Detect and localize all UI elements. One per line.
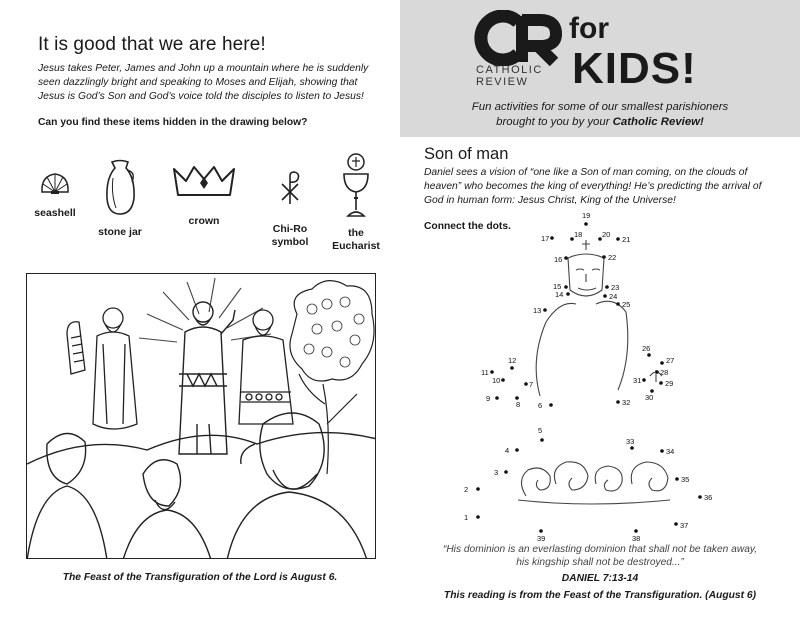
dot-number: 16: [554, 255, 563, 264]
dot-number: 6: [538, 401, 543, 410]
dot-number: 32: [622, 398, 631, 407]
dot-number: 1: [464, 513, 469, 522]
item-eucharist: [328, 152, 384, 257]
seashell-icon: [39, 170, 71, 196]
dot-number: 3: [494, 468, 499, 477]
dot-number: 34: [666, 447, 675, 456]
dot-point: [566, 292, 570, 296]
dot-point: [549, 403, 553, 407]
dot-number: 12: [508, 356, 517, 365]
stone-jar-icon: [102, 158, 138, 216]
item-label-line: the: [348, 227, 364, 239]
dot-point: [616, 302, 620, 306]
transfiguration-coloring-drawing: [26, 273, 376, 559]
dot-number: 38: [632, 534, 641, 543]
dot-point: [655, 370, 659, 374]
dot-number: 23: [611, 283, 620, 292]
item-crown: [168, 163, 240, 233]
right-panel: [400, 0, 800, 618]
item-stone-jar: [90, 158, 150, 243]
dot-number: 27: [666, 356, 675, 365]
dot-number: 33: [626, 437, 635, 446]
logo-kids: KIDS!: [572, 44, 697, 93]
dot-point: [602, 255, 606, 259]
dot-point: [616, 400, 620, 404]
dot-number: 26: [642, 344, 651, 353]
item-label-line: Eucharist: [332, 240, 380, 252]
eucharist-chalice-icon: [341, 152, 371, 222]
dot-point: [675, 477, 679, 481]
tagline-line: Fun activities for some of our smallest parishioners: [471, 101, 729, 113]
page-title: It is good that we are here!: [38, 34, 266, 55]
item-label: crown: [188, 215, 220, 227]
dot-point: [564, 285, 568, 289]
dot-point: [540, 438, 544, 442]
dot-point: [524, 382, 528, 386]
transfiguration-illustration: [27, 274, 376, 559]
tagline-prefix: brought to you by your: [496, 116, 613, 128]
dot-point: [605, 285, 609, 289]
item-label-line: Chi-Ro: [272, 223, 308, 235]
dot-point: [630, 446, 634, 450]
dot-number: 8: [516, 400, 521, 409]
dot-number: 28: [660, 368, 669, 377]
dot-number: 9: [486, 394, 491, 403]
scripture-reference: DANIEL 7:13-14: [561, 573, 639, 584]
logo-for: for: [569, 12, 609, 45]
tagline-brand: Catholic Review!: [612, 116, 704, 128]
dot-number: 4: [505, 446, 510, 455]
feast-note: This reading is from the Feast of the Transfiguration. (August 6): [443, 590, 757, 601]
dot-point: [698, 495, 702, 499]
logo-word: CATHOLIC: [476, 64, 543, 76]
dot-number: 5: [538, 426, 543, 435]
quote-line: “His dominion is an everlasting dominion that shall not be taken away,: [442, 544, 758, 555]
dot-point: [550, 236, 554, 240]
dot-number: 22: [608, 253, 617, 262]
dot-point: [584, 222, 588, 226]
dot-point: [660, 449, 664, 453]
connect-the-dots-puzzle: [400, 0, 800, 618]
dot-point: [515, 448, 519, 452]
dot-number: 17: [541, 234, 550, 243]
dot-number: 21: [622, 235, 631, 244]
dot-point: [647, 353, 651, 357]
dot-point: [660, 361, 664, 365]
dot-point: [616, 237, 620, 241]
item-seashell: [30, 170, 80, 220]
dot-number: 18: [574, 230, 583, 239]
dot-number: 14: [555, 290, 564, 299]
dot-layer: [464, 211, 712, 543]
dot-point: [659, 381, 663, 385]
dot-number: 19: [582, 211, 591, 220]
scripture-quote: [400, 543, 800, 569]
dot-number: 37: [680, 521, 689, 530]
dot-number: 15: [553, 282, 562, 291]
dot-point: [490, 370, 494, 374]
dot-point: [501, 378, 505, 382]
dot-point: [539, 529, 543, 533]
crown-icon: [170, 163, 238, 199]
dot-point: [642, 378, 646, 382]
item-chi-rho: [262, 170, 318, 255]
dot-number: 13: [533, 306, 542, 315]
dot-number: 11: [481, 368, 489, 377]
dot-point: [543, 308, 547, 312]
dot-point: [495, 396, 499, 400]
dot-number: 36: [704, 493, 713, 502]
intro-text: Jesus takes Peter, James and John up a mountain where he is suddenly seen dazzlingly bright and speaking to Moses and Elijah, showing that Jesus is God’s Son and God’s voice told the disciples to listen to Jesus!: [38, 63, 369, 102]
hidden-items-question: Can you find these items hidden in the drawing below?: [38, 117, 308, 128]
dot-point: [674, 522, 678, 526]
quote-line: his kingship shall not be destroyed...”: [516, 557, 684, 568]
dot-number: 35: [681, 475, 690, 484]
dot-number: 7: [529, 380, 534, 389]
dot-number: 39: [537, 534, 546, 543]
dot-number: 30: [645, 393, 654, 402]
item-label: [262, 223, 318, 249]
dot-number: 25: [622, 300, 631, 309]
dot-number: 31: [633, 376, 642, 385]
chi-rho-icon: [278, 170, 302, 206]
dot-point: [603, 294, 607, 298]
dot-point: [504, 470, 508, 474]
dot-point: [476, 487, 480, 491]
dot-number: 24: [609, 292, 618, 301]
dot-number: 20: [602, 230, 611, 239]
item-label: [328, 227, 384, 253]
dot-point: [476, 515, 480, 519]
dot-point: [634, 529, 638, 533]
feast-caption: The Feast of the Transfiguration of the Lord is August 6.: [62, 572, 338, 583]
dot-number: 29: [665, 379, 674, 388]
item-label: seashell: [34, 207, 76, 219]
dot-point: [510, 366, 514, 370]
logo-word: REVIEW: [476, 76, 529, 88]
dot-point: [564, 256, 568, 260]
item-label-line: symbol: [271, 236, 309, 248]
section-title: Son of man: [424, 145, 509, 163]
dot-number: 10: [492, 376, 501, 385]
connect-dots-instruction: Connect the dots.: [424, 221, 511, 232]
section-intro: Daniel sees a vision of “one like a Son of man coming, on the clouds of heaven” who becomes the king of everything! He’s predicting the arrival of God in human form: Jesus Christ, King of the Universe!: [424, 167, 762, 206]
item-label: stone jar: [98, 226, 142, 238]
dot-number: 2: [464, 485, 469, 494]
